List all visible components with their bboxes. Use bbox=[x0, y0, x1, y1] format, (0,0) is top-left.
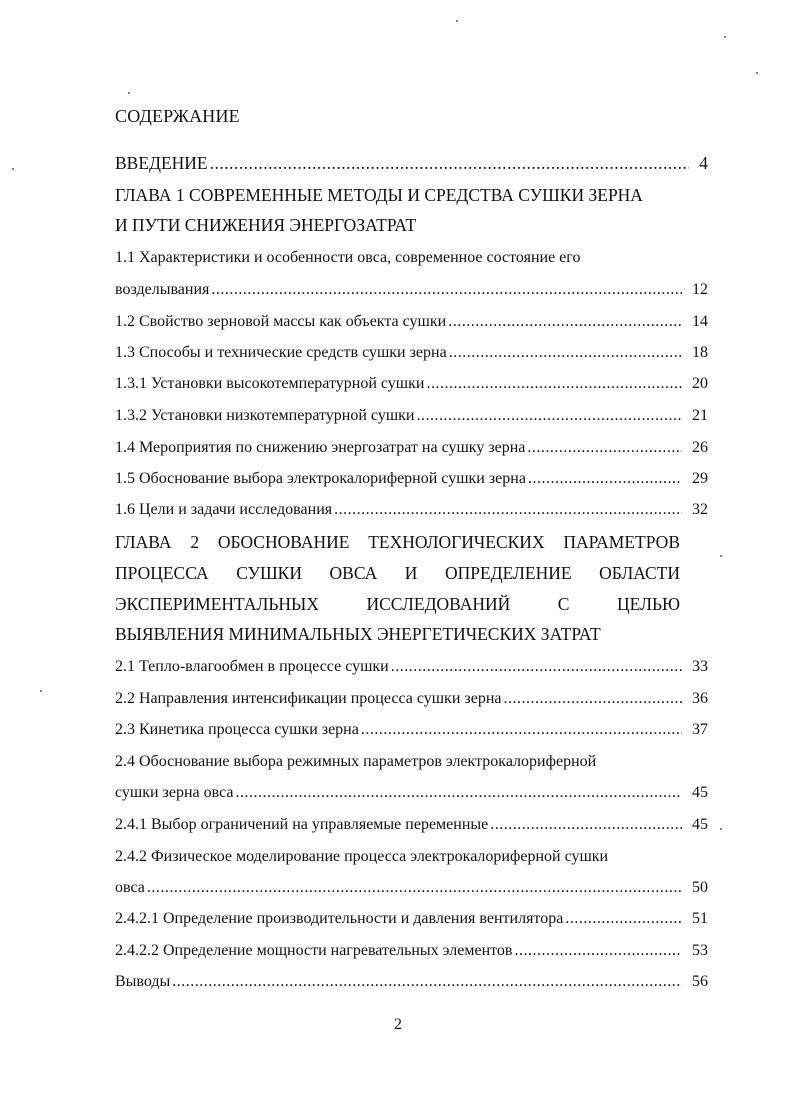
toc-entry-2-4: сушки зерна овса ..... 45 bbox=[115, 781, 708, 805]
toc-chapter-2-line-4: ВЫЯВЛЕНИЯ МИНИМАЛЬНЫХ ЭНЕРГЕТИЧЕСКИХ ЗАТРАТ bbox=[115, 624, 601, 644]
toc-entry-1-5: 1.5 Обоснование выбора электрокалориферной сушки зерна ..... 29 bbox=[115, 467, 708, 491]
toc-chapter-2-line-3: ЭКСПЕРИМЕНТАЛЬНЫХ ИССЛЕДОВАНИЙ С ЦЕЛЬЮ bbox=[115, 594, 680, 614]
scan-speck bbox=[720, 555, 722, 557]
toc-section-1-1-line-1: 1.1 Характеристики и особенности овса, современное состояние его bbox=[115, 249, 581, 266]
toc-leader-dots bbox=[172, 970, 682, 994]
toc-entry-2-4-2-1: 2.4.2.1 Определение производительности и давления вентилятора ..... 51 bbox=[115, 907, 708, 931]
toc-leader-dots bbox=[426, 372, 682, 396]
toc-leader-dots bbox=[449, 341, 682, 365]
toc-leader-dots bbox=[236, 781, 683, 805]
scan-speck bbox=[456, 20, 458, 22]
toc-entry-1-3: 1.3 Способы и технические средств сушки зерна ..... 18 bbox=[115, 341, 708, 365]
toc-leader-dots bbox=[514, 939, 682, 963]
toc-entry-2-4-2: овса ..... 50 bbox=[115, 876, 708, 900]
toc-entry-1-3-1: 1.3.1 Установки высокотемпературной сушки ..... 20 bbox=[115, 372, 708, 396]
toc-entry-1-4: 1.4 Мероприятия по снижению энергозатрат на сушку зерна ..... 26 bbox=[115, 436, 708, 460]
toc-section-2-4-line-1: 2.4 Обоснование выбора режимных параметров электрокалориферной bbox=[115, 753, 597, 770]
toc-entry-1-6: 1.6 Цели и задачи исследования ..... 32 bbox=[115, 498, 708, 522]
toc-leader-dots bbox=[448, 310, 682, 334]
toc-entry-2-3: 2.3 Кинетика процесса сушки зерна ..... 37 bbox=[115, 718, 708, 742]
toc-leader-dots bbox=[334, 498, 682, 522]
toc-entry-2-4-1: 2.4.1 Выбор ограничений на управляемые переменные ..... 45 bbox=[115, 813, 708, 837]
toc-entry-2-1: 2.1 Тепло-влагообмен в процессе сушки ..... 33 bbox=[115, 655, 708, 679]
scan-speck bbox=[40, 690, 42, 692]
toc-entry-intro: ВВЕДЕНИЕ ..... 4 bbox=[115, 151, 708, 175]
toc-entry-1-1: возделывания ..... 12 bbox=[115, 278, 708, 302]
scan-speck bbox=[724, 36, 726, 38]
toc-leader-dots bbox=[528, 467, 682, 491]
scan-speck bbox=[756, 72, 758, 74]
toc-entry-conclusions: Выводы ..... 56 bbox=[115, 970, 708, 994]
toc-leader-dots bbox=[565, 907, 682, 931]
toc-leader-dots bbox=[147, 876, 682, 900]
toc-entry-1-3-2: 1.3.2 Установки низкотемпературной сушки ..... 21 bbox=[115, 404, 708, 428]
toc-leader-dots bbox=[391, 655, 682, 679]
toc-leader-dots bbox=[503, 687, 682, 711]
scan-speck bbox=[720, 828, 722, 830]
toc-entry-1-2: 1.2 Свойство зерновой массы как объекта сушки ..... 14 bbox=[115, 310, 708, 334]
toc-leader-dots bbox=[211, 278, 682, 302]
toc-chapter-2-line-1: ГЛАВА 2 ОБОСНОВАНИЕ ТЕХНОЛОГИЧЕСКИХ ПАРАМЕТРОВ bbox=[115, 532, 680, 552]
page-number: 2 bbox=[394, 1016, 402, 1033]
scan-speck bbox=[128, 92, 130, 94]
toc-chapter-1-line-2: И ПУТИ СНИЖЕНИЯ ЭНЕРГОЗАТРАТ bbox=[115, 215, 417, 235]
toc-leader-dots bbox=[527, 436, 682, 460]
scan-speck bbox=[12, 168, 14, 170]
toc-entry-2-2: 2.2 Направления интенсификации процесса сушки зерна ..... 36 bbox=[115, 687, 708, 711]
toc-chapter-2-line-2: ПРОЦЕССА СУШКИ ОВСА И ОПРЕДЕЛЕНИЕ ОБЛАСТИ bbox=[115, 563, 680, 583]
page-title: СОДЕРЖАНИЕ bbox=[115, 106, 240, 126]
toc-section-2-4-2-line-1: 2.4.2 Физическое моделирование процесса электрокалориферной сушки bbox=[115, 848, 609, 865]
toc-leader-dots bbox=[361, 718, 682, 742]
toc-leader-dots bbox=[490, 813, 682, 837]
toc-leader-dots bbox=[210, 151, 690, 175]
toc-chapter-1-line-1: ГЛАВА 1 СОВРЕМЕННЫЕ МЕТОДЫ И СРЕДСТВА СУШКИ ЗЕРНА bbox=[115, 185, 643, 205]
toc-leader-dots bbox=[416, 404, 682, 428]
toc-entry-2-4-2-2: 2.4.2.2 Определение мощности нагревательных элементов ..... 53 bbox=[115, 939, 708, 963]
